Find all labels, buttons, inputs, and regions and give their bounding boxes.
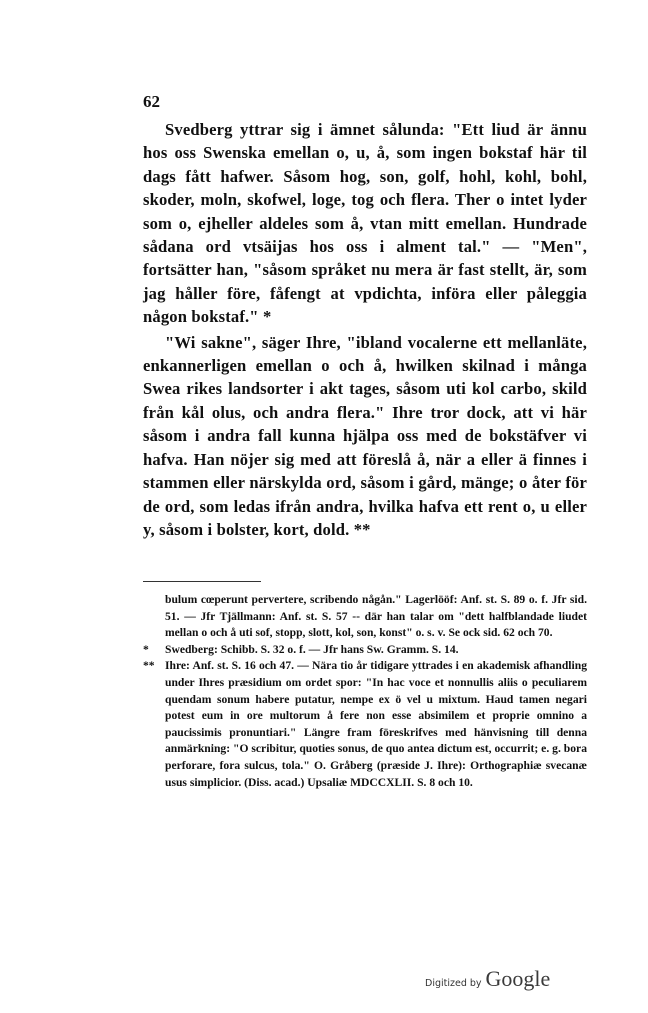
footnote-separator [143,581,261,582]
footnote-double-star [143,658,587,791]
footnote-continued: bulum cœperunt pervertere, scribendo någån." Lagerlööf: Anf. st. S. 89 o. f. Jfr sid. 51. — Jfr Tjällmann: Anf. st. S. 57 -- där han talar om "dett halfblandade liudet mellan o och å uti sof, stopp, slott, kol, son, konst" o. s. v. Se ock sid. 62 och 70. [165,593,587,640]
main-text [143,118,587,541]
footnote-star-mark: * [143,642,149,656]
google-logo: Google [485,966,551,991]
footnote-star [143,642,587,659]
footnote-double-star-mark: ** [143,659,155,673]
paragraph-2: "Wi sakne", säger Ihre, "ibland vocalerne ett mellanläte, enkannerligen emellan o och å, hwilken skilnad i många Swea rikes landsorter i akt tages, såsom uti kol carbo, skild från kål olus, och andra flera." Ihre tror dock, att vi här såsom i andra fall kunna hjälpa oss med de bokstäfver vi hafva. Han nöjer sig med att föreslå å, när a eller ä finnes i stammen eller närskylda ord, såsom i gård, mänge; o åter för de ord, som ledas ifrån andra, hvilka hafva ett rent o, u eller y, såsom i bolster, kort, dold. ** [143,332,587,539]
watermark-prefix: Digitized by [425,978,482,989]
page-number: 62 [143,92,160,111]
footnote-double-star-text: Ihre: Anf. st. S. 16 och 47. — Nära tio år tidigare yttrades i en akademisk afhandling under Ihres præsidium om ordet spor: "In hac voce et nonnullis aliis o peculiarem quendam sonum habere putatur, nempe ex ö vel u mixtum. Haud tamen negari potest eum in ore multorum å fere non esse absimilem et proprie omnino a paucissimis pronuntiari." Längre fram föreskrifves med hänvisning till denna anmärkning: "O scribitur, quoties sonus, de quo antea dictum est, occurrit; e. g. bora perforare, fora sulcus, tola." O. Gråberg (præside J. Ihre): Orthographiæ svecanæ usus simplicior. (Diss. acad.) Upsaliæ MDCCXLII. S. 8 och 10. [165,659,587,789]
footnote-star-text: Swedberg: Schibb. S. 32 o. f. — Jfr hans Sw. Gramm. S. 14. [165,642,459,656]
digitized-watermark [425,966,550,992]
paragraph-1: Svedberg yttrar sig i ämnet sålunda: "Ett liud är ännu hos oss Swenska emellan o, u, å, som ingen bokstaf här til dags fått hafwer. Såsom hog, son, golf, hohl, kohl, bohl, skoder, moln, skofwel, loge, tog och flera. Ther o intet lyder som o, ejheller aldeles som å, vtan mitt emellan. Hundrade sådana ord vtsäijas hos oss i alment tal." — "Men", fortsätter han, "såsom språket nu mera är fast stellt, är, som jag håller före, fåfengt at vpdichta, införa eller påleggia någon bokstaf." * [143,120,587,327]
footnotes [143,592,587,791]
